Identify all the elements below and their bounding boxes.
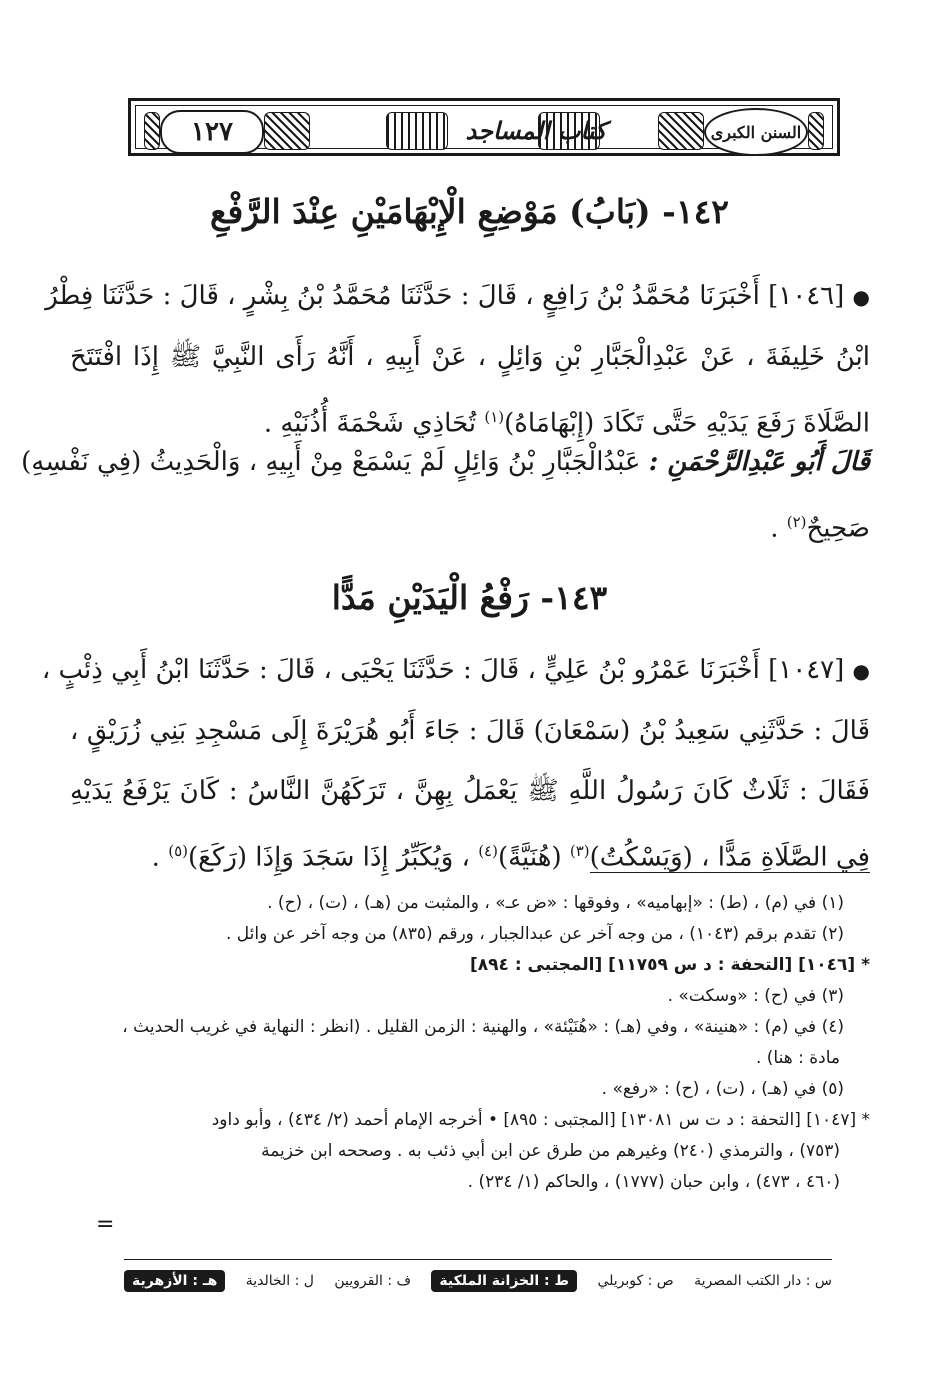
ornament-icon: [658, 112, 704, 150]
takhrij-continuation: (٤٦٠ ، ٤٧٣) ، وابن حبان (١٧٧٧) ، والحاكم (١/ ٢٣٤) .: [467, 1172, 840, 1192]
hadith-line: ابْنُ خَلِيفَةَ ، عَنْ عَبْدِالْجَبَّارِ بْنِ وَائِلٍ ، عَنْ أَبِيهِ ، أَنَّهُ رَأَى النَّبِيَّ ﷺ إِذَا افْتَتَحَ: [70, 342, 870, 372]
footnote: (٢) تقدم برقم (١٠٤٣) ، من وجه آخر عن عبدالجبار ، ورقم (٨٣٥) من وجه آخر عن وائل .: [225, 924, 844, 944]
footnote-ref: (٤): [478, 842, 498, 860]
hadith-line: [١٠٤٦] أَخْبَرَنَا مُحَمَّدُ بْنُ رَافِعٍ ، قَالَ : حَدَّثَنَا مُحَمَّدُ بْنُ بِشْرٍ ، قَالَ : حَدَّثَنَا فِطْرُ: [45, 281, 845, 311]
takhrij-note: * [١٠٤٦] [التحفة : د س ١١٧٥٩] [المجتبى : ٨٩٤]: [470, 955, 870, 975]
hadith-line: فَقَالَ : ثَلَاثٌ كَانَ رَسُولُ اللَّهِ ﷺ يَعْمَلُ بِهِنَّ ، تَرَكَهُنَّ النَّاسُ : كَانَ يَرْفَعُ يَدَيْهِ: [70, 776, 870, 806]
continuation-mark: =: [96, 1212, 115, 1237]
footnote-ref: (٣): [569, 842, 590, 860]
chapter-heading-143: ١٤٣- رَفْعُ الْيَدَيْنِ مَدًّا: [331, 578, 608, 617]
footnote-ref: (١): [484, 408, 505, 426]
hadith-line-end: تُحَاذِي شَحْمَةَ أُذُنَيْهِ .: [263, 408, 485, 439]
takhrij-continuation: (٧٥٣) ، والترمذي (٢٤٠) وغيرهم من طرق عن ابن أبي ذئب به . وصححه ابن خزيمة: [261, 1141, 840, 1161]
hadith-1047: ● [١٠٤٧] أَخْبَرَنَا عَمْرُو بْنُ عَلِيٍّ ، قَالَ : حَدَّثَنَا يَحْيَى ، قَالَ : حَدَّثَنَا ابْنُ أَبِي ذِئْبٍ ، قَالَ : حَدَّثَنِي سَعِيدُ بْنُ (سَمْعَانَ) قَالَ : جَاءَ أَبُو هُرَيْرَةَ إِلَى مَسْجِدِ بَنِي زُرَيْقٍ ، فَقَالَ : ثَلَاثٌ كَانَ رَسُولُ اللَّهِ ﷺ يَعْمَلُ بِهِنَّ ، تَرَكَهُنَّ النَّاسُ : كَانَ يَرْفَعُ يَدَيْهِ فِي الصَّلَاةِ مَدًّا ، (وَيَسْكُتُ)$^{(٣)}$ (هُنَيَّةً)$^{(٤)}$ ، وَيُكَبِّرُ إِذَا سَجَدَ وَإِذَا (رَكَعَ)$^{(٥)}$ .: [41, 655, 870, 873]
ornament-icon: [264, 112, 310, 150]
footnote: (٤) في (م) : «هنينة» ، وفي (هـ) : «هُنَيْئة» ، والهنية : الزمن القليل . (انظر : النهاية في غريب الحديث ،: [122, 1017, 844, 1037]
footnote-divider: [590, 872, 870, 873]
comment-lead: قَالَ أَبُو عَبْدِالرَّحْمَنِ :: [648, 447, 870, 477]
hadith-line: الصَّلَاةَ رَفَعَ يَدَيْهِ حَتَّى تَكَادَ (إِبْهَامَاهُ): [504, 408, 870, 439]
key-sad: ص : كوبريلي: [597, 1273, 674, 1289]
takhrij-note: * [١٠٤٧] [التحفة : د ت س ١٣٠٨١] [المجتبى : ٨٩٥] • أخرجه الإمام أحمد (٢/ ٤٣٤) ، وأبو داود: [211, 1110, 870, 1130]
manuscript-key: [124, 1266, 832, 1296]
key-s: س : دار الكتب المصرية: [694, 1273, 832, 1289]
page-number: ١٢٧: [160, 110, 264, 154]
footnotes: [120, 888, 870, 1198]
key-t: ط : الخزانة الملكية: [431, 1270, 577, 1292]
ornament-icon: [386, 112, 448, 150]
bullet-icon: ●: [852, 659, 870, 683]
page-header: [128, 98, 840, 156]
ornament-icon: [808, 112, 824, 150]
footnote: (١) في (م) ، (ط) : «إبهاميه» ، وفوقها : «ض عـ» ، والمثبت من (هـ) ، (ت) ، (ح) .: [267, 893, 844, 913]
ornament-icon: [144, 112, 160, 150]
key-h: هـ : الأزهرية: [124, 1270, 225, 1292]
footnote-continuation: مادة : هنا) .: [755, 1048, 840, 1068]
comment-line: صَحِيحٌ: [806, 513, 870, 544]
comment-line: عَبْدُالْجَبَّارِ بْنُ وَائِلٍ لَمْ يَسْمَعْ مِنْ أَبِيهِ ، وَالْحَدِيثُ (فِي نَفْسِهِ): [21, 447, 649, 477]
book-logo: السنن الكبرى: [704, 108, 808, 156]
key-l: ل : الخالدية: [245, 1273, 314, 1289]
hadith-1046: [45, 266, 870, 454]
hadith-line: [١٠٤٧] أَخْبَرَنَا عَمْرُو بْنُ عَلِيٍّ ، قَالَ : حَدَّثَنَا يَحْيَى ، قَالَ : حَدَّثَنَا ابْنُ أَبِي ذِئْبٍ ،: [41, 655, 845, 685]
bullet-icon: ●: [852, 285, 870, 309]
kitab-title: كتاب المساجد: [465, 115, 607, 145]
footnote: (٣) في (ح) : «وسكت» .: [667, 986, 844, 1006]
key-f: ف : القرويين: [334, 1273, 412, 1289]
hadith-line: قَالَ : حَدَّثَنِي سَعِيدُ بْنُ (سَمْعَانَ) قَالَ : جَاءَ أَبُو هُرَيْرَةَ إِلَى مَسْجِدِ بَنِي زُرَيْقٍ ،: [70, 716, 870, 746]
footnote-ref: (٥): [168, 842, 188, 860]
author-comment: قَالَ أَبُو عَبْدِالرَّحْمَنِ : عَبْدُالْجَبَّارِ بْنُ وَائِلٍ لَمْ يَسْمَعْ مِنْ أَبِيهِ ، وَالْحَدِيثُ (فِي نَفْسِهِ) صَحِيحٌ$^{(٢)}$ .: [21, 447, 870, 544]
footnote: (٥) في (هـ) ، (ت) ، (ح) : «رفع» .: [601, 1079, 844, 1099]
chapter-heading-142: ١٤٢- (بَابُ) مَوْضِعِ الْإِبْهَامَيْنِ عِنْدَ الرَّفْعِ: [209, 192, 730, 231]
header-frame: [135, 105, 833, 149]
footnote-ref: (٢): [786, 513, 807, 531]
footer-divider: [124, 1259, 832, 1260]
